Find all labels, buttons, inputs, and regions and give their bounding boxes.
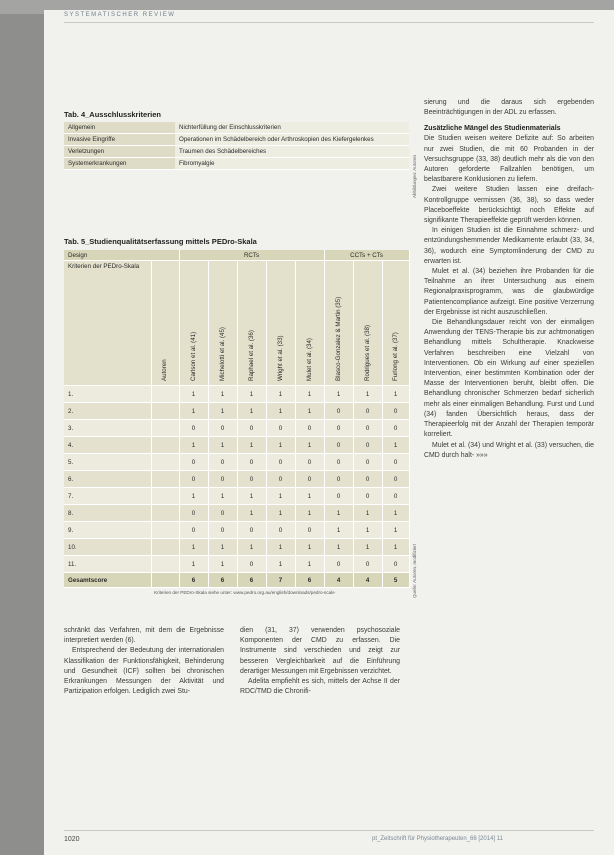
footer-rule [64,830,594,831]
right-paragraph: Die Studien weisen weitere Defizite auf: So arbeiten nur zwei Studien, die mit 60 Probanden in der Versuchsgruppe (33, 38) deutlich mehr als die von den Autoren geforderte Fallzahlen benötigen, um belastbarere Konklusionen zu liefern. [424,135,594,184]
total-score-cell: 5 [382,573,409,588]
score-cell: 0 [382,420,409,437]
score-cell: 1 [382,522,409,539]
author-label: Michelotti et al. (45) [218,327,226,381]
author-column-header [295,261,324,386]
score-cell: 0 [208,522,237,539]
score-cell: 0 [208,454,237,471]
body-paragraph: Entsprechend der Bedeutung der internationalen Klassifikation der Funktionsfähigkeit, Behinderung und Gesundheit (ICF) sollten bei chronischen Erkrankungen Messungen der Aktivität und Partizipation erfolgen. Lediglich zwei Stu- [64,647,224,696]
score-cell: 1 [208,539,237,556]
section-heading: Zusätzliche Mängel des Studienmaterials [424,125,561,133]
score-cell: 1 [324,522,353,539]
table4-title: Tab. 4_Ausschlusskriterien [64,110,161,119]
exclusion-row [64,158,409,170]
total-score-cell: 4 [353,573,382,588]
score-cell: 1 [382,437,409,454]
score-cell: 0 [295,420,324,437]
score-cell: 0 [324,420,353,437]
total-score-cell: 6 [179,573,208,588]
score-cell: 1 [353,386,382,403]
document-page [44,10,614,855]
score-cell: 0 [353,471,382,488]
score-cell: 0 [179,505,208,522]
total-score-row [64,573,409,588]
score-cell: 0 [266,522,295,539]
score-cell: 1 [295,488,324,505]
score-cell: 1 [208,437,237,454]
author-column-header [353,261,382,386]
author-spacer-cell [151,505,179,522]
exclusion-row [64,122,409,134]
score-cell: 1 [266,539,295,556]
score-cell: 1 [237,539,266,556]
criteria-header: Kriterien der PEDro-Skala [64,261,151,386]
author-label: Rodrigues et al. (38) [363,324,371,381]
page-number: 1020 [64,836,80,843]
total-score-cell: 6 [237,573,266,588]
exclusion-category: Systemerkrankungen [64,158,175,170]
score-cell: 1 [266,403,295,420]
score-cell: 1 [237,437,266,454]
exclusion-category: Verletzungen [64,146,175,158]
body-paragraph: dien (31, 37) verwenden psychosoziale Komponenten der CMD zu erfassen. Die Instrumente sind verschieden und zeigt zur besseren Vergleichbarkeit auf die Einführung derartiger Messungen mit Ergebnissen verzichtet. [240,627,400,675]
exclusion-category: Allgemein [64,122,175,134]
score-cell: 1 [266,505,295,522]
left-bottom-column [64,626,224,697]
score-cell: 0 [353,488,382,505]
right-paragraph: Die Behandlungsdauer reicht von der einmaligen Anwendung der TENS-Therapie bis zur achtmonatigen Behandlung mittels Schultherapie. Knackweise Verfahren beschreiben eine Vielzahl von Interventionen. Ob ein Wirkung auf einer speziellen Intervention, einer bestimmten Kombination oder der Masse der Interventionen beruht, bleibt offen. Die Behandlung chronischer Schmerzen bedarf sicherlich mehr als einer einmaligen Behandlung. Furst und Lund (34) fanden Übersichtlich heraus, dass der Therapieerfolg mit der Anzahl der Therapien temporär korreliert. [424,319,594,439]
score-cell: 0 [382,403,409,420]
total-score-cell: 6 [295,573,324,588]
score-cell: 1 [353,505,382,522]
author-spacer-cell [151,437,179,454]
total-score-cell: 4 [324,573,353,588]
criterion-row [64,403,409,420]
score-cell: 1 [266,556,295,573]
credit-bottom: Quelle: Autoren, modifiziert [412,543,417,598]
author-spacer-cell [151,454,179,471]
score-cell: 0 [324,471,353,488]
author-column-header [208,261,237,386]
criterion-row [64,420,409,437]
score-cell: 1 [266,488,295,505]
score-cell: 0 [382,454,409,471]
scan-shadow-left [0,0,44,855]
rct-group-header: RCTs [179,250,324,261]
score-cell: 0 [353,420,382,437]
score-cell: 0 [382,556,409,573]
table5-caption: Kriterien der PEDro-Skala siehe unter: www.pedro.org.au/english/downloads/pedro-scale [154,590,335,595]
score-cell: 0 [237,454,266,471]
author-label: Raphael et al. (36) [247,330,255,381]
author-label: Blasco-Gonzalez & Martin (35) [334,296,342,381]
exclusion-criterion: Nichterfüllung der Einschlusskriterien [175,122,409,134]
author-spacer-cell [151,522,179,539]
criterion-number: 9. [64,522,151,539]
score-cell: 1 [382,505,409,522]
criterion-number: 2. [64,403,151,420]
score-cell: 1 [324,539,353,556]
author-spacer-cell [151,539,179,556]
score-cell: 0 [295,471,324,488]
score-cell: 1 [179,403,208,420]
score-cell: 1 [295,403,324,420]
score-cell: 0 [295,522,324,539]
score-cell: 1 [179,539,208,556]
body-paragraph: schränkt das Verfahren, mit dem die Ergebnisse interpretiert werden (6). [64,627,224,645]
criterion-number: 3. [64,420,151,437]
right-paragraph: Zwei weitere Studien lassen eine dreifach-Kontrollgruppe vermissen (36, 38), so dass weder Placeboeffekte berücksichtigt noch Effekte auf signifikante Therapieeffekte geprüft werden können. [424,186,594,225]
exclusion-criterion: Operationen im Schädelbereich oder Arthroskopien des Kiefergelenkes [175,134,409,146]
score-cell: 0 [324,488,353,505]
exclusion-criterion: Fibromyalgie [175,158,409,170]
score-cell: 0 [237,522,266,539]
score-cell: 1 [382,386,409,403]
score-cell: 1 [295,437,324,454]
total-score-label: Gesamtscore [64,573,151,588]
score-cell: 0 [266,420,295,437]
score-cell: 1 [208,488,237,505]
score-cell: 0 [179,522,208,539]
score-cell: 0 [324,437,353,454]
author-spacer-cell [151,556,179,573]
criterion-row [64,471,409,488]
author-column-header [237,261,266,386]
score-cell: 0 [353,556,382,573]
score-cell: 1 [353,539,382,556]
criterion-number: 11. [64,556,151,573]
criterion-number: 7. [64,488,151,505]
score-cell: 0 [179,420,208,437]
exclusion-category: Invasive Eingriffe [64,134,175,146]
score-cell: 1 [295,556,324,573]
score-cell: 1 [208,403,237,420]
author-label: Carlson et al. (41) [189,331,197,381]
score-cell: 0 [382,471,409,488]
middle-bottom-column [240,626,400,697]
score-cell: 0 [324,556,353,573]
score-cell: 0 [295,454,324,471]
criterion-number: 6. [64,471,151,488]
score-cell: 1 [295,505,324,522]
score-cell: 0 [179,471,208,488]
score-cell: 0 [266,454,295,471]
author-label: Wright et al. (33) [276,335,284,381]
body-paragraph: Adelita empfiehlt es sich, mittels der Achse II der RDC/TMD die Chronifi- [240,678,400,696]
score-cell: 0 [353,403,382,420]
score-cell: 1 [237,505,266,522]
table5-title: Tab. 5_Studienqualitätserfassung mittels PEDro-Skala [64,237,257,246]
score-cell: 0 [324,403,353,420]
score-cell: 0 [208,471,237,488]
cct-group-header: CCTs + CTs [324,250,409,261]
right-paragraph: Mulet et al. (34) beziehen ihre Probanden für die Teilnahme an ihrer Untersuchung aus einem Regionalpraxisprogramm, was die glaubwürdige Patientencompliance aufzeigt. Eine positive Verzerrung der Ergebnisse ist nicht auszuschließen. [424,268,594,316]
criterion-row [64,437,409,454]
score-cell: 0 [382,488,409,505]
author-spacer-cell [151,488,179,505]
criterion-number: 8. [64,505,151,522]
right-paragraph: In einigen Studien ist die Einnahme schmerz- und entzündungshemmender Medikamente erlaubt (33, 34, 36), wodurch eine Symptomlinderung der CMD zu erwarten ist. [424,227,594,265]
score-cell: 1 [266,386,295,403]
right-column [424,98,594,461]
score-cell: 1 [179,488,208,505]
score-cell: 0 [353,454,382,471]
score-cell: 1 [324,505,353,522]
criterion-row [64,505,409,522]
score-cell: 0 [237,471,266,488]
total-score-cell: 6 [208,573,237,588]
author-spacer-cell [151,471,179,488]
criterion-number: 5. [64,454,151,471]
score-cell: 1 [237,403,266,420]
criterion-number: 1. [64,386,151,403]
score-cell: 1 [295,539,324,556]
criterion-row [64,539,409,556]
criterion-row [64,488,409,505]
score-cell: 0 [353,437,382,454]
author-column-header [382,261,409,386]
score-cell: 1 [382,539,409,556]
author-spacer-cell [151,573,179,588]
score-cell: 1 [266,437,295,454]
author-column-header [151,261,179,386]
running-head: SYSTEMATISCHER REVIEW [64,12,176,18]
score-cell: 0 [237,420,266,437]
score-cell: 1 [324,386,353,403]
design-header: Design [64,250,179,261]
score-cell: 1 [237,488,266,505]
journal-source: pt_Zeitschrift für Physiotherapeuten_66 [2014] 11 [372,836,503,842]
criterion-number: 10. [64,539,151,556]
author-spacer-cell [151,386,179,403]
criterion-row [64,386,409,403]
exclusion-row [64,146,409,158]
header-rule [64,22,594,23]
right-paragraph: Mulet et al. (34) und Wright et al. (33) versuchen, die CMD durch halt- »»» [424,441,594,459]
criterion-row [64,522,409,539]
pedro-quality-table [64,250,410,588]
score-cell: 1 [237,386,266,403]
score-cell: 1 [295,386,324,403]
score-cell: 1 [179,556,208,573]
author-column-header [179,261,208,386]
author-column-header [324,261,353,386]
author-column-header [266,261,295,386]
author-label: Mulet et al. (34) [305,338,313,381]
score-cell: 1 [208,386,237,403]
score-cell: 1 [353,522,382,539]
author-spacer-cell [151,420,179,437]
exclusion-criteria-table [64,122,409,170]
score-cell: 0 [324,454,353,471]
score-cell: 1 [208,556,237,573]
exclusion-row [64,134,409,146]
author-label: Autoren [161,359,168,381]
criterion-number: 4. [64,437,151,454]
score-cell: 1 [179,437,208,454]
score-cell: 0 [208,420,237,437]
total-score-cell: 7 [266,573,295,588]
criterion-row [64,454,409,471]
score-cell: 1 [179,386,208,403]
right-intro: sierung und die daraus sich ergebenden Beeinträchtigungen in der ADL zu erfassen. [424,99,594,117]
author-spacer-cell [151,403,179,420]
score-cell: 0 [266,471,295,488]
credit-top: Abbildungen: Autoren [412,154,417,198]
criterion-row [64,556,409,573]
exclusion-criterion: Traumen des Schädelbereiches [175,146,409,158]
score-cell: 0 [179,454,208,471]
score-cell: 0 [208,505,237,522]
score-cell: 0 [237,556,266,573]
author-label: Furlong et al. (37) [391,332,399,381]
